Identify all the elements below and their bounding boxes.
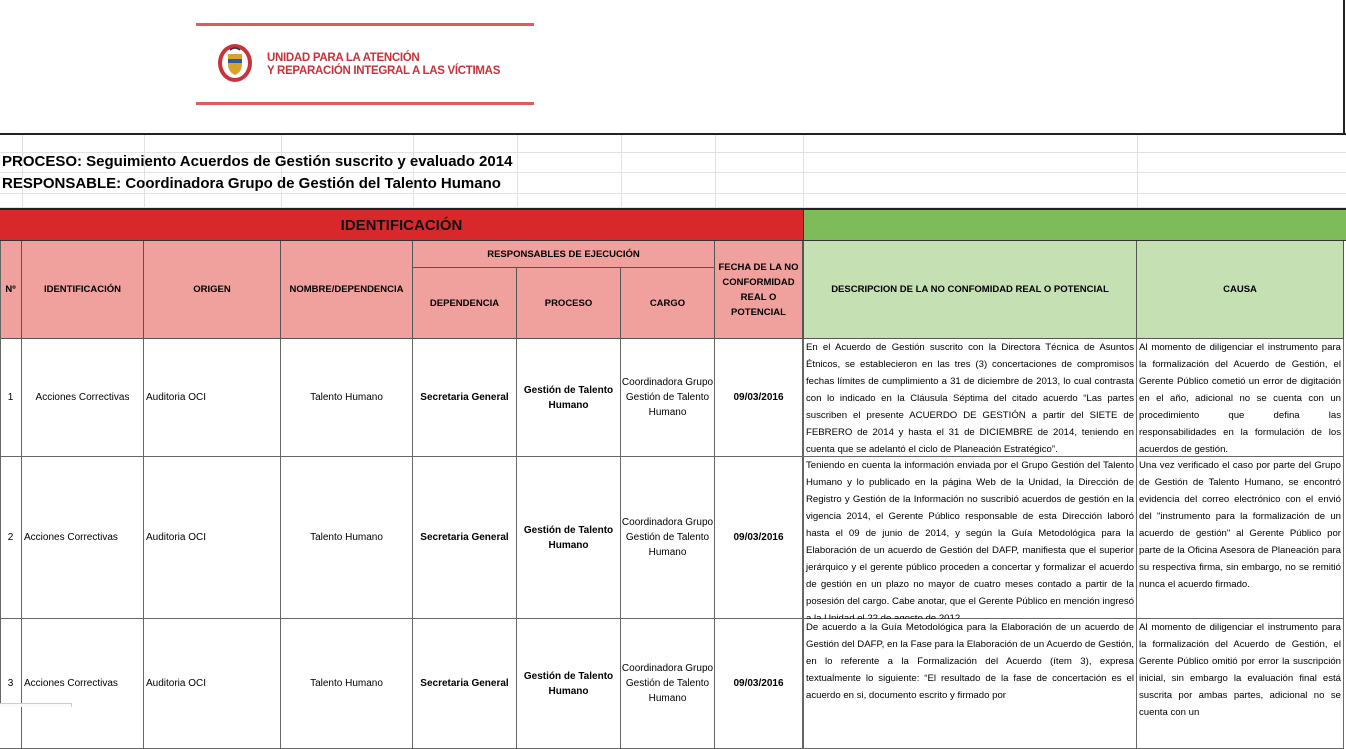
table-row-3-cargo[interactable]: Coordinadora Grupo Gestión de Talento Humano xyxy=(621,619,715,749)
table-row-2-causa[interactable] xyxy=(1137,457,1344,619)
identificacion-section-banner[interactable]: IDENTIFICACIÓN xyxy=(0,208,803,241)
table-row-2-dependencia[interactable]: Secretaria General xyxy=(413,457,517,619)
table-row-3-causa-text: Al momento de diligenciar el instrumento para la formalización del Acuerdo de Gestión, el Gerente Público omitió por error la suscripción inicial, sin embargo la evaluación final está suscrita por ambas partes, adicional no se cuenta con un xyxy=(1139,622,1341,718)
logo-divider-top xyxy=(196,23,534,26)
logo-divider-bottom xyxy=(196,102,534,105)
sheet-gridline xyxy=(413,135,414,208)
sheet-gridline xyxy=(715,135,716,208)
table-row-1-causa[interactable] xyxy=(1137,339,1344,457)
header-border-right xyxy=(1343,0,1345,135)
table-row-2-causa-text: Una vez verificado el caso por parte del Grupo de Gestión de Talento Humano, se encontró evidencia del correo electrónico con el envió del "instrumento para la formalización de un acuerdo de gestión" al Gerente Público por parte de la Oficina Asesora de Planeación para su respectiva firma, sin embargo, no se remitió nunca el acuerdo firmado. xyxy=(1139,460,1341,590)
header-dependencia[interactable]: DEPENDENCIA xyxy=(413,268,517,339)
proceso-title[interactable]: PROCESO: Seguimiento Acuerdos de Gestión suscrito y evaluado 2014 xyxy=(2,153,513,170)
table-row-3-causa[interactable] xyxy=(1137,619,1344,749)
table-row-3-nombre[interactable]: Talento Humano xyxy=(281,619,413,749)
header-num[interactable]: Nº xyxy=(0,241,22,339)
sheet-gridline xyxy=(621,135,622,208)
table-row-3-fecha[interactable]: 09/03/2016 xyxy=(715,619,803,749)
table-row-3-origen[interactable]: Auditoria OCI xyxy=(144,619,281,749)
analisis-section-banner[interactable] xyxy=(803,208,1346,241)
logo-text xyxy=(267,52,500,78)
table-row-2-origen[interactable]: Auditoria OCI xyxy=(144,457,281,619)
table-row-1-identificacion[interactable]: Acciones Correctivas xyxy=(22,339,144,457)
table-row-2-num[interactable]: 2 xyxy=(0,457,22,619)
unit-logo xyxy=(196,22,534,107)
table-row-1-descripcion-text: En el Acuerdo de Gestión suscrito con la Directora Técnica de Asuntos Étnicos, se establecieron en las tres (3) concertaciones de compromisos fechas límites de cumplimiento a 31 de diciembre de 2013, lo cual contrasta con lo indicado en la Cláusula Séptima del citado acuerdo “Las partes suscriben el presente ACUERDO DE GESTIÓN a partir del SIETE de FEBRERO de 2014 y hasta el 31 de DICIEMBRE de 2014, teniendo en cuenta que se adelantó el ciclo de Planeación Estratégico”. xyxy=(806,342,1134,455)
header-logo-area xyxy=(0,0,1346,135)
table-row-3-descripcion-text: De acuerdo a la Guía Metodológica para la Elaboración de un acuerdo de Gestión del DAFP, en la Fase para la Elaboración de un Acuerdo de Gestión, en lo referente a la Formalización del Acuerdo (ítem 3), expresa textualmente lo siguiente: “El resultado de la fase de concertación es el acuerdo en si, documento escrito y firmado por xyxy=(806,622,1134,701)
header-origen[interactable]: ORIGEN xyxy=(144,241,281,339)
table-row-2-cargo[interactable]: Coordinadora Grupo Gestión de Talento Humano xyxy=(621,457,715,619)
table-row-1-nombre[interactable]: Talento Humano xyxy=(281,339,413,457)
table-row-2-identificacion[interactable]: Acciones Correctivas xyxy=(22,457,144,619)
sheet-row[interactable] xyxy=(0,194,1346,208)
sheet-tab-strip[interactable] xyxy=(0,703,72,707)
table-row-2-fecha[interactable]: 09/03/2016 xyxy=(715,457,803,619)
sheet-row[interactable] xyxy=(0,135,1346,153)
logo-text-line-2: Y REPARACIÓN INTEGRAL A LAS VÍCTIMAS xyxy=(267,65,501,77)
header-responsables-ejecucion[interactable]: RESPONSABLES DE EJECUCIÓN xyxy=(413,241,715,268)
table-row-1-causa-text: Al momento de diligenciar el instrumento para la formalización del Acuerdo de Gestión, el Gerente Público cometió un error de digitación en el año, adicional no se cuenta con un procedimiento que defina las responsabilidades en la formulación de los acuerdos de gestión. xyxy=(1139,342,1341,455)
colombia-coat-of-arms-icon xyxy=(216,42,254,84)
sheet-gridline xyxy=(144,135,145,208)
table-row-3-proceso[interactable]: Gestión de Talento Humano xyxy=(517,619,621,749)
responsable-title[interactable]: RESPONSABLE: Coordinadora Grupo de Gestión del Talento Humano xyxy=(2,175,501,192)
sheet-gridline xyxy=(1137,135,1138,208)
header-fecha[interactable]: FECHA DE LA NO CONFORMIDAD REAL O POTENCIAL xyxy=(715,241,803,339)
table-row-2-descripcion[interactable] xyxy=(803,457,1137,619)
header-proceso[interactable]: PROCESO xyxy=(517,268,621,339)
table-row-1-dependencia[interactable]: Secretaria General xyxy=(413,339,517,457)
table-left-border xyxy=(0,241,1,707)
sheet-gridline xyxy=(803,135,804,208)
table-row-1-cargo[interactable]: Coordinadora Grupo Gestión de Talento Humano xyxy=(621,339,715,457)
table-row-2-descripcion-text: Teniendo en cuenta la información enviada por el Grupo Gestión del Talento Humano y lo publicado en la página Web de la Unidad, la Dirección de Registro y Gestión de la Información no suscribió acuerdos de gestión en la vigencia 2014, el Gerente Público responsable de esta Dirección laboró hasta el 09 de junio de 2014, y según la Guía Metodológica para la Elaboración de un acuerdo de Gestión del DAFP, manifiesta que el superior jerárquico y el gerente público proceden a concertar y formalizar el acuerdo de gestión en un plazo no mayor de cuatro meses contado a partir de la posesión del cargo. Cabe anotar, que el Gerente Público en mención ingresó xyxy=(806,460,1134,607)
table-row-1-descripcion[interactable] xyxy=(803,339,1137,457)
table-row-3-num[interactable]: 3 xyxy=(0,619,22,749)
table-row-2-nombre[interactable]: Talento Humano xyxy=(281,457,413,619)
header-descripcion[interactable]: DESCRIPCION DE LA NO CONFOMIDAD REAL O POTENCIAL xyxy=(803,241,1137,339)
sheet-gridline xyxy=(517,135,518,208)
table-row-2-proceso[interactable]: Gestión de Talento Humano xyxy=(517,457,621,619)
logo-text-line-1: UNIDAD PARA LA ATENCIÓN xyxy=(267,52,420,64)
header-identificacion[interactable]: IDENTIFICACIÓN xyxy=(22,241,144,339)
table-row-1-origen[interactable]: Auditoria OCI xyxy=(144,339,281,457)
header-cargo[interactable]: CARGO xyxy=(621,268,715,339)
table-row-3-descripcion[interactable] xyxy=(803,619,1137,749)
table-row-1-num[interactable]: 1 xyxy=(0,339,22,457)
header-causa[interactable]: CAUSA xyxy=(1137,241,1344,339)
table-row-3-dependencia[interactable]: Secretaria General xyxy=(413,619,517,749)
table-row-1-fecha[interactable]: 09/03/2016 xyxy=(715,339,803,457)
header-nombre-dependencia[interactable]: NOMBRE/DEPENDENCIA xyxy=(281,241,413,339)
table-row-3-identificacion[interactable]: Acciones Correctivas xyxy=(22,619,144,749)
sheet-gridline xyxy=(281,135,282,208)
table-row-1-proceso[interactable]: Gestión de Talento Humano xyxy=(517,339,621,457)
sheet-gridline xyxy=(22,135,23,208)
